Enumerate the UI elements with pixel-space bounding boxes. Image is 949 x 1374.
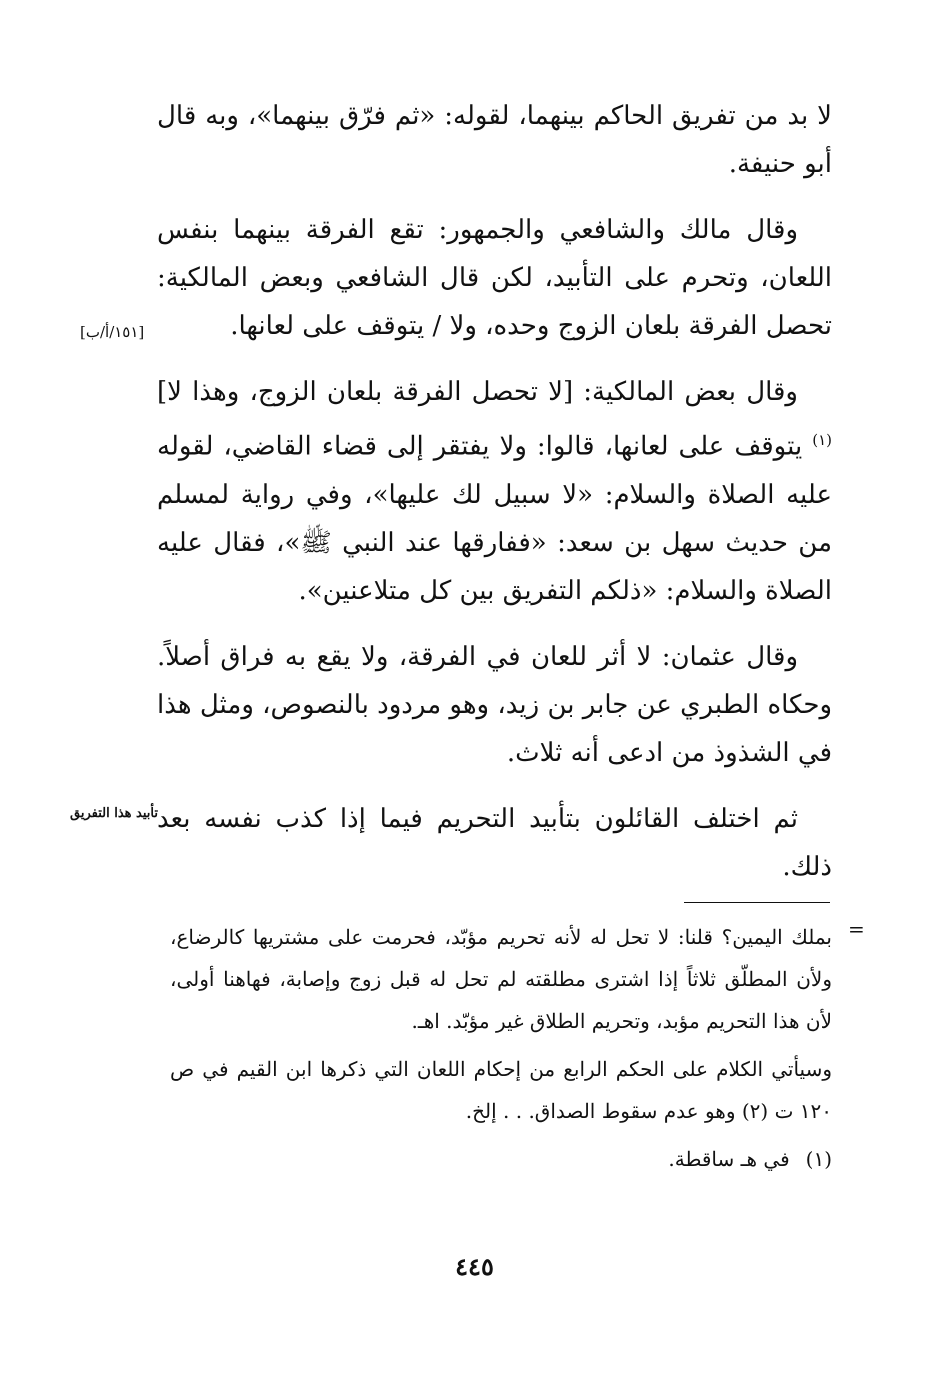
- footnote-separator: [684, 902, 830, 903]
- footnote-text: في هـ ساقطة.: [668, 1147, 790, 1171]
- footnote-1: [170, 1138, 832, 1180]
- footnote-see-also: وسيأتي الكلام على الحكم الرابع من إحكام اللعان التي ذكرها ابن القيم في ص ١٢٠ ت (٢) وهو عدم سقوط الصداق. . . إلخ.: [170, 1057, 832, 1123]
- main-text: [157, 92, 832, 909]
- footnotes: [170, 916, 832, 1186]
- page-number: ٤٤٥: [455, 1252, 494, 1281]
- footnote-continued: بملك اليمين؟ قلنا: لا تحل له لأنه تحريم مؤبّد، فحرمت على مشتريها كالرضاع، ولأن المطلّق ثلاثاً إذا اشترى مطلقته لم تحل له قبل زوج وإصابة، فهاهنا أولى، لأن هذا التحريم مؤبد، وتحريم الطلاق غير مؤبّد. اهـ.: [170, 925, 832, 1033]
- bracketed-text: وقال بعض المالكية: [لا تحصل الفرقة بلعان الزوج، وهذا لا]: [157, 377, 798, 407]
- footnote-number: (١): [805, 1147, 832, 1171]
- paragraph: [157, 368, 832, 615]
- manuscript-folio-reference: [١٥١/أ/ب]: [80, 323, 145, 341]
- paragraph: لا بد من تفريق الحاكم بينهما، لقوله: «ثم فرّق بينهما»، وبه قال أبو حنيفة.: [157, 101, 832, 179]
- footnote-marker: (١): [812, 431, 833, 449]
- paragraph: ثم اختلف القائلون بتأبيد التحريم فيما إذا كذب نفسه بعد ذلك.: [157, 803, 832, 882]
- paragraph-continuation: يتوقف على لعانها، قالوا: ولا يفتقر إلى قضاء القاضي، لقوله عليه الصلاة والسلام: «لا سبيل لك عليها»، وفي رواية لمسلم من حديث سهل بن سعد: «ففارقها عند النبي ﷺ»، فقال عليه الصلاة والسلام: «ذلكم التفريق بين كل متلاعنين».: [157, 431, 832, 606]
- paragraph: وقال عثمان: لا أثر للعان في الفرقة، ولا يقع به فراق أصلاً. وحكاه الطبري عن جابر بن زيد، وهو مردود بالنصوص، ومثل هذا في الشذوذ من ادعى أنه ثلاث.: [157, 641, 832, 768]
- paragraph: وقال مالك والشافعي والجمهور: تقع الفرقة بينهما بنفس اللعان، وتحرم على التأبيد، لكن قال الشافعي وبعض المالكية: تحصل الفرقة بلعان الزوج وحده، ولا / يتوقف على لعانها.: [157, 215, 832, 341]
- footnote-continuation-mark: =: [848, 917, 865, 941]
- margin-heading: تأبيد هذا التفريق: [70, 806, 158, 821]
